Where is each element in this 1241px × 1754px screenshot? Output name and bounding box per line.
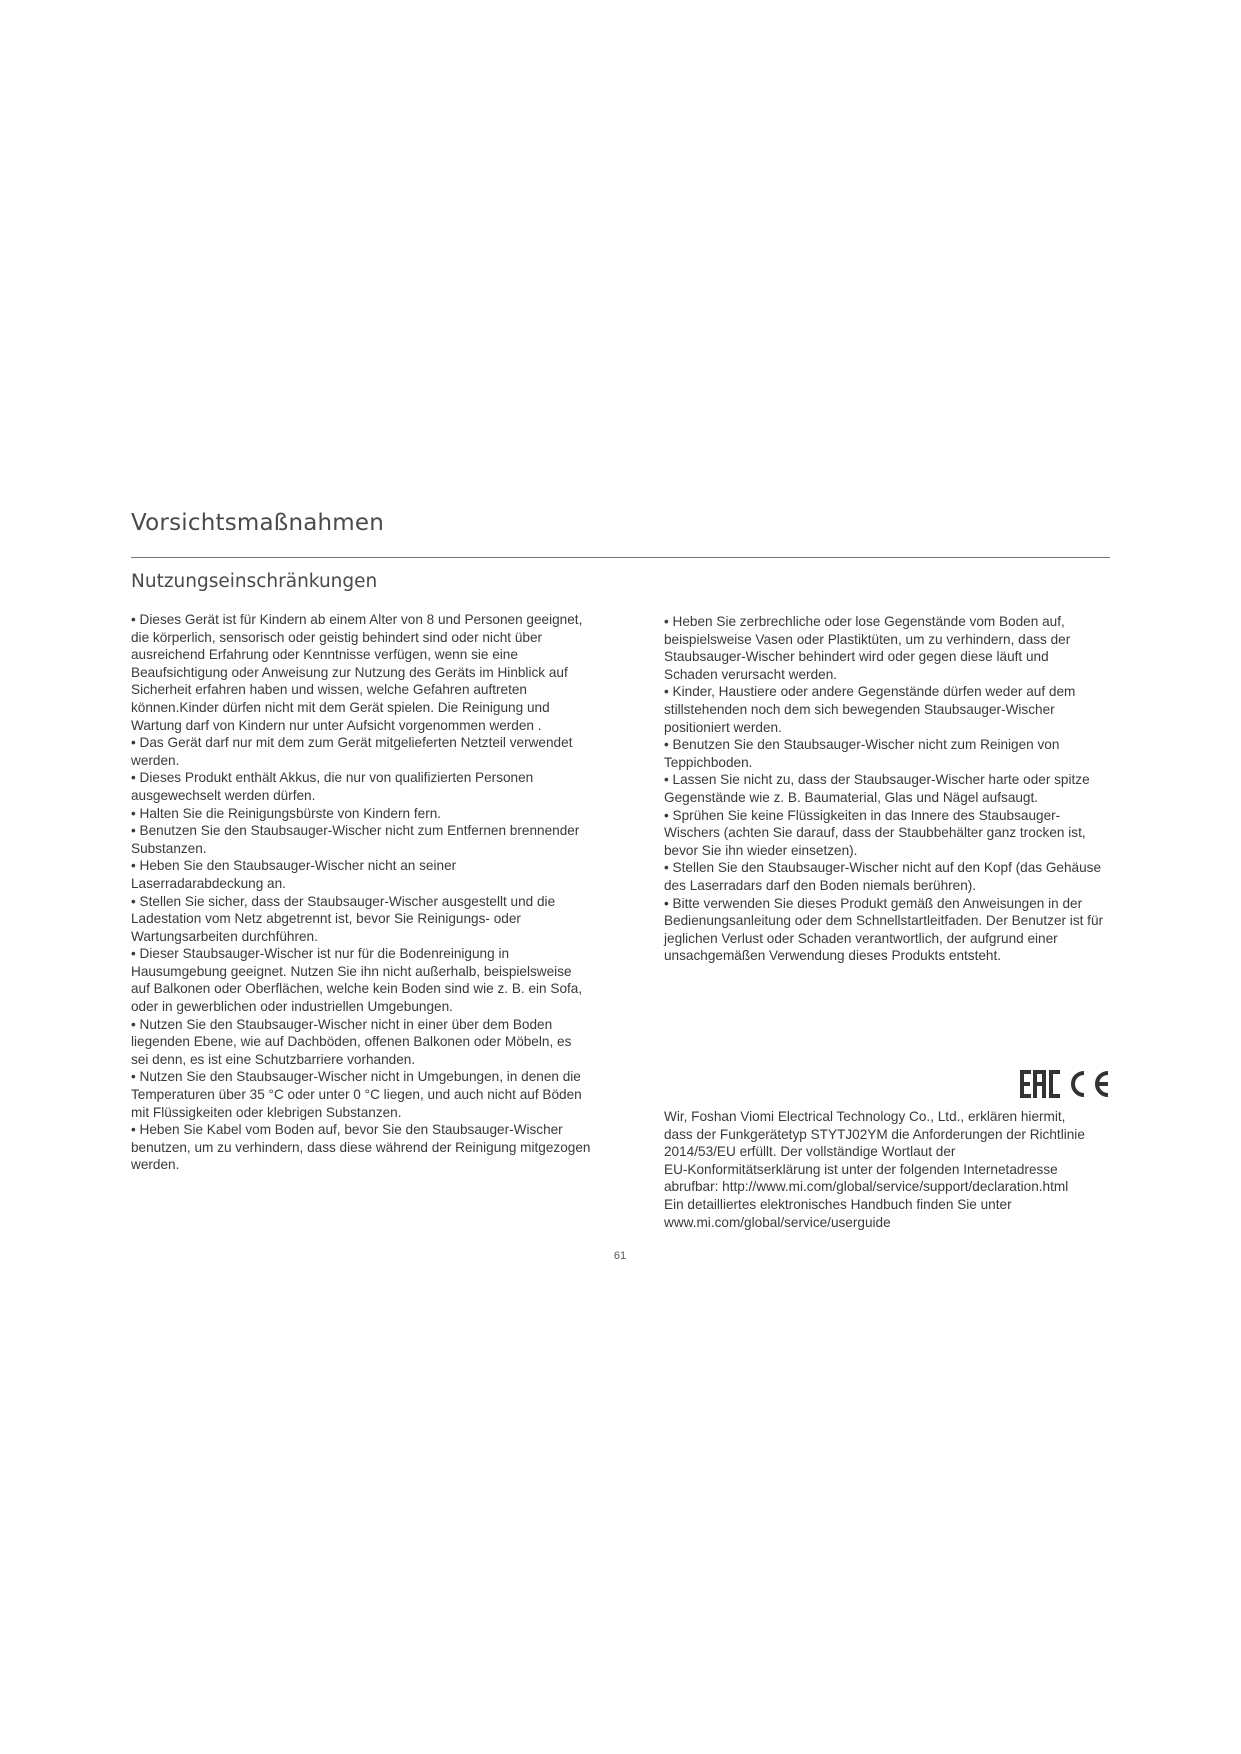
- list-item: • Lassen Sie nicht zu, dass der Staubsauger-Wischer harte oder spitze Gegenstände wie z. B. Baumaterial, Glas und Nägel aufsaugt.: [664, 771, 1104, 806]
- list-item: • Halten Sie die Reinigungsbürste von Kindern fern.: [131, 805, 591, 823]
- list-item: • Stellen Sie den Staubsauger-Wischer nicht auf den Kopf (das Gehäuse des Laserradars darf den Boden niemals berühren).: [664, 859, 1104, 894]
- list-item: • Heben Sie Kabel vom Boden auf, bevor Sie den Staubsauger-Wischer benutzen, um zu verhindern, dass diese während der Reinigung mitgezogen werden.: [131, 1121, 591, 1174]
- right-column-list: [664, 613, 1104, 965]
- list-item: • Das Gerät darf nur mit dem zum Gerät mitgelieferten Netzteil verwendet werden.: [131, 734, 591, 769]
- ce-mark-icon: [1073, 1073, 1108, 1095]
- declaration-line: Ein detailliertes elektronisches Handbuch finden Sie unter: [664, 1196, 1012, 1212]
- eu-declaration: [664, 1108, 1124, 1231]
- list-item: • Dieses Produkt enthält Akkus, die nur von qualifizierten Personen ausgewechselt werden dürfen.: [131, 769, 591, 804]
- list-item: • Heben Sie zerbrechliche oder lose Gegenstände vom Boden auf, beispielsweise Vasen oder Plastiktüten, um zu verhindern, dass der Staubsauger-Wischer behindert wird oder gegen diese läuft und Schaden verursacht werden.: [664, 613, 1104, 683]
- list-item: • Dieser Staubsauger-Wischer ist nur für die Bodenreinigung in Hausumgebung geeignet. Nutzen Sie ihn nicht außerhalb, beispielsweise auf Balkonen oder Oberflächen, welche kein Boden sind wie z. B. ein Sofa, oder in gewerblichen oder industriellen Umgebungen.: [131, 945, 591, 1015]
- list-item: • Heben Sie den Staubsauger-Wischer nicht an seiner Laserradarabdeckung an.: [131, 857, 591, 892]
- declaration-line: EU-Konformitätserklärung ist unter der folgenden Internetadresse: [664, 1161, 1058, 1177]
- eac-mark-icon: [1020, 1070, 1060, 1098]
- list-item: • Nutzen Sie den Staubsauger-Wischer nicht in einer über dem Boden liegenden Ebene, wie auf Dachböden, offenen Balkonen oder Möbeln, es sei denn, es ist eine Schutzbarriere vorhanden.: [131, 1016, 591, 1069]
- declaration-line: 2014/53/EU erfüllt. Der vollständige Wortlaut der: [664, 1144, 956, 1160]
- list-item: • Benutzen Sie den Staubsauger-Wischer nicht zum Reinigen von Teppichboden.: [664, 736, 1104, 771]
- list-item: • Nutzen Sie den Staubsauger-Wischer nicht in Umgebungen, in denen die Temperaturen über 35 °C oder unter 0 °C liegen, und auch nicht auf Böden mit Flüssigkeiten oder klebrigen Substanzen.: [131, 1068, 591, 1121]
- title-divider: [131, 557, 1110, 558]
- left-column-list: [131, 611, 591, 1174]
- list-item: • Bitte verwenden Sie dieses Produkt gemäß den Anweisungen in der Bedienungsanleitung oder dem Schnellstartleitfaden. Der Benutzer ist für jeglichen Verlust oder Schaden verantwortlich, der aufgrund einer unsachgemäßen Verwendung dieses Produkts entsteht.: [664, 895, 1104, 965]
- page-title: Vorsichtsmaßnahmen: [131, 510, 385, 536]
- declaration-line: abrufbar: http://www.mi.com/global/service/support/declaration.html: [664, 1179, 1069, 1195]
- list-item: • Dieses Gerät ist für Kindern ab einem Alter von 8 und Personen geeignet, die körperlich, sensorisch oder geistig behindert sind oder nicht über ausreichend Erfahrung oder Kenntnisse verfügen, wenn sie eine Beaufsichtigung oder Anweisung zur Nutzung des Geräts im Hinblick auf Sicherheit erfahren haben und wissen, welche Gefahren auftreten können.Kinder dürfen nicht mit dem Gerät spielen. Die Reinigung und Wartung darf von Kindern nur unter Aufsicht vorgenommen werden .: [131, 611, 591, 734]
- declaration-line: www.mi.com/global/service/userguide: [664, 1214, 891, 1230]
- section-title: Nutzungseinschränkungen: [131, 571, 378, 592]
- declaration-line: dass der Funkgerätetyp STYTJ02YM die Anforderungen der Richtlinie: [664, 1126, 1085, 1142]
- list-item: • Benutzen Sie den Staubsauger-Wischer nicht zum Entfernen brennender Substanzen.: [131, 822, 591, 857]
- list-item: • Sprühen Sie keine Flüssigkeiten in das Innere des Staubsauger-Wischers (achten Sie darauf, dass der Staubbehälter ganz trocken ist, bevor Sie ihn wieder einsetzen).: [664, 807, 1104, 860]
- declaration-line: Wir, Foshan Viomi Electrical Technology Co., Ltd., erklären hiermit,: [664, 1109, 1066, 1124]
- list-item: • Stellen Sie sicher, dass der Staubsauger-Wischer ausgestellt und die Ladestation vom Netz abgetrennt ist, bevor Sie Reinigungs- oder Wartungsarbeiten durchführen.: [131, 893, 591, 946]
- list-item: • Kinder, Haustiere oder andere Gegenstände dürfen weder auf dem stillstehenden noch dem sich bewegenden Staubsauger-Wischer positioniert werden.: [664, 683, 1104, 736]
- page-number: 61: [613, 1250, 627, 1262]
- certification-marks: [1020, 1068, 1112, 1100]
